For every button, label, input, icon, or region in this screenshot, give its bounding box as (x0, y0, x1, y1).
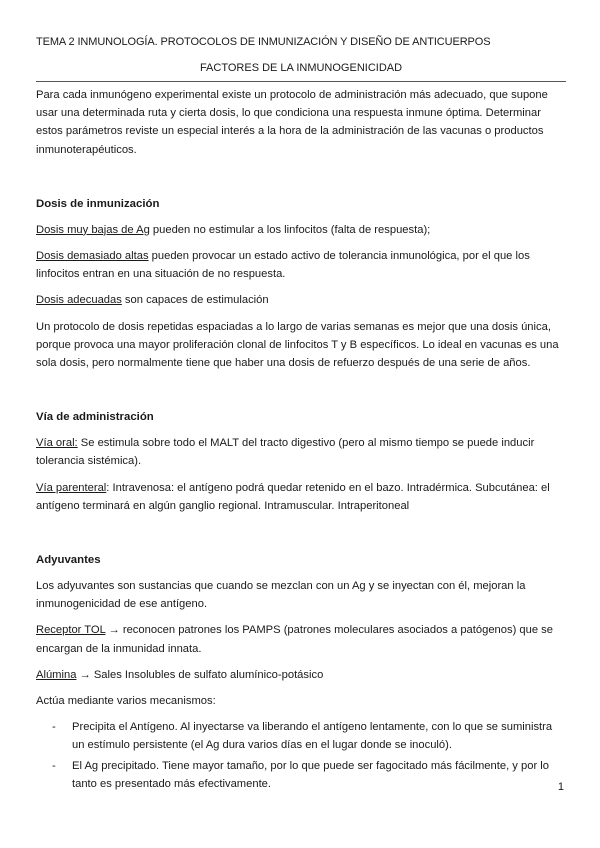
adyuvantes-paragraph: Los adyuvantes son sustancias que cuando se mezclan con un Ag y se inyectan con él, mejoran la inmunogenicidad de ese antígeno. (36, 580, 526, 611)
page-number: 1 (557, 781, 564, 793)
list-item (36, 757, 566, 793)
section-subtitle: FACTORES DE LA INMUNOGENICIDAD (199, 62, 403, 74)
term-via-parenteral: Vía parenteral (36, 481, 107, 494)
heading-adyuvantes: Adyuvantes (36, 554, 101, 567)
list-item-text: Precipita el Antígeno. Al inyectarse va liberando el antígeno lentamente, con lo que se suministra un estímulo persistente (el Ag dura varios días en el lugar donde se inoculó). (72, 721, 553, 752)
adyuvantes-item-alumina-text: → Sales Insolubles de sulfato alumínico-potásico (76, 668, 324, 681)
adyuvantes-item-alumina (36, 666, 566, 684)
bullet-dash: - (52, 721, 56, 734)
term-via-oral: Vía oral: (36, 437, 78, 450)
via-item-parenteral (36, 479, 566, 515)
header-divider (36, 81, 566, 82)
term-dosis-adecuadas: Dosis adecuadas (36, 294, 122, 307)
dosis-item-high-text: pueden provocar un estado activo de tolerancia inmunológica, por el que los linfocitos entran en una situación de no respuesta. (36, 250, 530, 281)
via-item-oral-text: Se estimula sobre todo el MALT del tracto digestivo (pero al mismo tiempo se puede inducir tolerancia sistémica). (36, 437, 535, 468)
dosis-item-adequate (36, 291, 566, 309)
dosis-item-low (36, 221, 566, 239)
dosis-paragraph: Un protocolo de dosis repetidas espaciadas a lo largo de varias semanas es mejor que una dosis única, porque provoca una mayor proliferación clonal de linfocitos T y B específicos. Lo ideal en vacunas es una sola dosis, pero normalmente tiene que haber una dosis de refuerzo después de una serie de años. (36, 320, 559, 370)
list-item-text: El Ag precipitado. Tiene mayor tamaño, por lo que puede ser fagocitado más fácilmente, y por lo tanto es presentado más efectivamente. (72, 759, 549, 790)
mechanisms-intro: Actúa mediante varios mecanismos: (36, 695, 216, 708)
intro-paragraph: Para cada inmunógeno experimental existe un protocolo de administración más adecuado, que supone usar una determinada ruta y cierta dosis, lo que condiciona una respuesta inmune óptima. Determinar estos parámetros reviste un especial interés a la hora de la administración de las vacunas o productos inmunoterapéuticos. (36, 89, 548, 156)
dosis-item-high (36, 247, 566, 283)
mechanisms-list (36, 718, 566, 793)
via-item-parenteral-text: : Intravenosa: el antígeno podrá quedar retenido en el bazo. Intradérmica. Subcutánea: el antígeno terminará en algún ganglio regional. Intramuscular. Intraperitoneal (36, 481, 550, 512)
heading-via: Vía de administración (36, 411, 154, 424)
term-dosis-bajas: Dosis muy bajas de Ag (36, 223, 150, 236)
document-body (36, 86, 566, 795)
dosis-item-adequate-text: son capaces de estimulación (121, 294, 269, 307)
adyuvantes-item-receptor-text: → reconocen patrones los PAMPS (patrones moleculares asociados a patógenos) que se encargan de la inmunidad innata. (36, 624, 553, 655)
document-title: TEMA 2 INMUNOLOGÍA. PROTOCOLOS DE INMUNIZACIÓN Y DISEÑO DE ANTICUERPOS (36, 36, 491, 48)
via-item-oral (36, 434, 566, 470)
bullet-dash: - (52, 759, 56, 772)
dosis-item-low-text: pueden no estimular a los linfocitos (falta de respuesta); (149, 223, 431, 236)
heading-dosis: Dosis de inmunización (36, 197, 160, 210)
term-alumina: Alúmina (36, 668, 77, 681)
adyuvantes-item-receptor (36, 621, 566, 657)
term-dosis-altas: Dosis demasiado altas (36, 250, 149, 263)
term-receptor-tol: Receptor TOL (36, 624, 106, 637)
list-item (36, 718, 566, 754)
